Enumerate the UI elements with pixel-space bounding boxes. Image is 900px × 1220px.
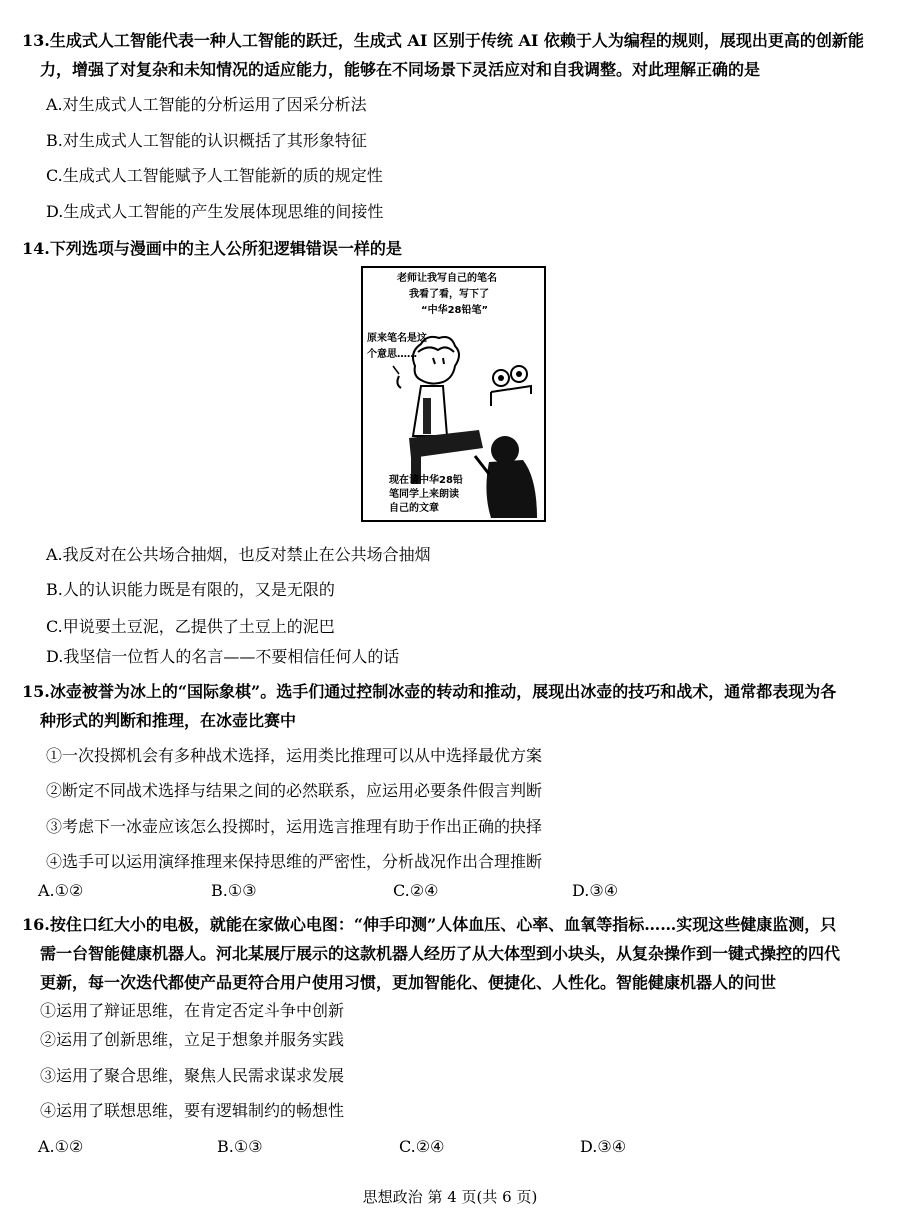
q16-item-2: ②运用了创新思维，立足于想象并服务实践	[40, 1030, 345, 1049]
q15-choice-d: D.③④	[572, 881, 619, 900]
q16-choice-a: A.①②	[38, 1137, 84, 1156]
q16-item-4: ④运用了联想思维，要有逻辑制约的畅想性	[40, 1101, 345, 1120]
q16-item-3: ③运用了聚合思维，聚焦人民需求谋求发展	[40, 1066, 345, 1085]
comic-teacher-speech-1: 现在请中华28铅	[389, 475, 463, 486]
q14-option-b: B.人的认识能力既是有限的，又是无限的	[46, 580, 335, 599]
q16-choice-b: B.①③	[217, 1137, 263, 1156]
comic-illustration	[361, 266, 546, 522]
comic-student-speech-1: 原来笔名是这	[367, 333, 427, 344]
comic-caption-line-1: 老师让我写自己的笔名	[397, 273, 497, 284]
q15-stem-line-1: 15.冰壶被誉为冰上的“国际象棋”。选手们通过控制冰壶的转动和推动，展现出冰壶的技巧和战术，通常都表现为各	[22, 682, 837, 701]
page-footer: 思想政治 第 4 页(共 6 页)	[362, 1188, 538, 1206]
q16-choice-c: C.②④	[399, 1137, 445, 1156]
q16-choices	[0, 1137, 900, 1157]
q13-stem-line-1: 13.生成式人工智能代表一种人工智能的跃迁，生成式 AI 区别于传统 AI 依赖于人为编程的规则，展现出更高的创新能	[22, 31, 864, 50]
q15-stem-line-2: 种形式的判断和推理，在冰壶比赛中	[40, 711, 297, 730]
q13-stem-line-2: 力，增强了对复杂和未知情况的适应能力，能够在不同场景下灵活应对和自我调整。对此理解正确的是	[40, 60, 761, 79]
q14-stem: 14.下列选项与漫画中的主人公所犯逻辑错误一样的是	[22, 239, 402, 258]
comic-caption-line-2: 我看了看，写下了	[409, 289, 489, 300]
q16-choice-d: D.③④	[580, 1137, 627, 1156]
q14-option-c: C.甲说要土豆泥，乙提供了土豆上的泥巴	[46, 617, 335, 636]
q15-choice-b: B.①③	[211, 881, 257, 900]
q15-item-4: ④选手可以运用演绎推理来保持思维的严密性，分析战况作出合理推断	[46, 852, 543, 871]
comic-teacher-speech-2: 笔同学上来朗读	[389, 489, 459, 500]
q15-choices	[0, 881, 900, 901]
q13-option-d: D.生成式人工智能的产生发展体现思维的间接性	[46, 202, 384, 221]
q16-stem-line-1: 16.按住口红大小的电极，就能在家做心电图：“伸手印测”人体血压、心率、血氧等指标……实现这些健康监测，只	[22, 915, 837, 934]
q15-item-1: ①一次投掷机会有多种战术选择，运用类比推理可以从中选择最优方案	[46, 746, 543, 765]
comic-teacher-speech-3: 自己的文章	[389, 503, 439, 514]
q16-stem-line-3: 更新，每一次迭代都使产品更符合用户使用习惯，更加智能化、便捷化、人性化。智能健康机器人的问世	[40, 973, 777, 992]
q13-option-a: A.对生成式人工智能的分析运用了因采分析法	[46, 95, 367, 114]
q13-option-b: B.对生成式人工智能的认识概括了其形象特征	[46, 131, 367, 150]
comic-caption-line-3: “中华28铅笔”	[421, 305, 489, 316]
q16-stem-line-2: 需一台智能健康机器人。河北某展厅展示的这款机器人经历了从大体型到小块头，从复杂操作到一键式操控的四代	[40, 944, 841, 963]
q15-choice-a: A.①②	[38, 881, 84, 900]
q16-item-1: ①运用了辩证思维，在肯定否定斗争中创新	[40, 1001, 345, 1020]
q15-choice-c: C.②④	[393, 881, 439, 900]
q14-option-d: D.我坚信一位哲人的名言——不要相信任何人的话	[46, 647, 400, 666]
q15-item-3: ③考虑下一冰壶应该怎么投掷时，运用选言推理有助于作出正确的抉择	[46, 817, 543, 836]
q13-option-c: C.生成式人工智能赋予人工智能新的质的规定性	[46, 166, 383, 185]
q14-option-a: A.我反对在公共场合抽烟，也反对禁止在公共场合抽烟	[46, 545, 431, 564]
comic-student-speech-2: 个意思……	[367, 349, 417, 360]
q15-item-2: ②断定不同战术选择与结果之间的必然联系，应运用必要条件假言判断	[46, 781, 543, 800]
